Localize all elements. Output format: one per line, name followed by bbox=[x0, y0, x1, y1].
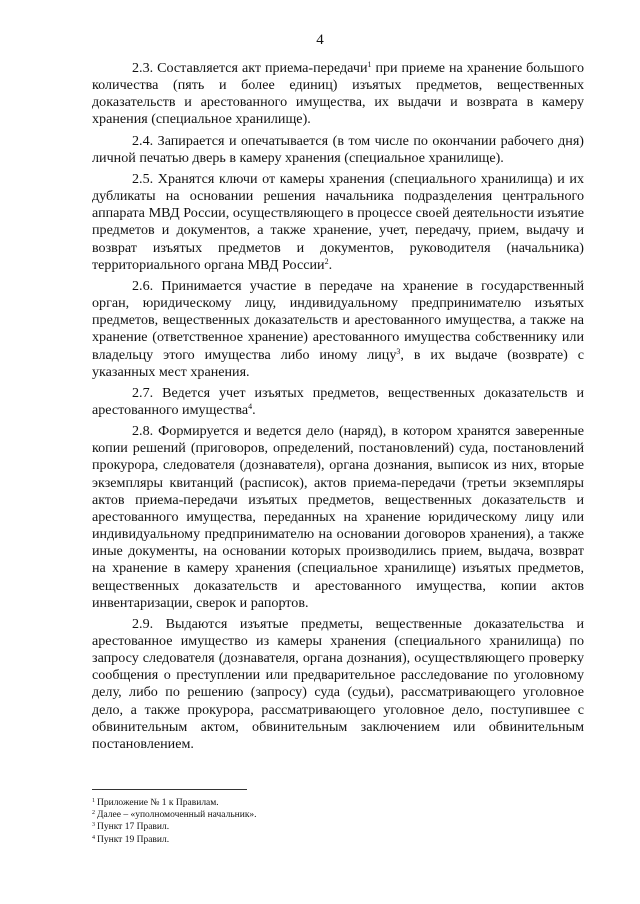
paragraph-text: . bbox=[328, 256, 333, 273]
paragraph-text: . bbox=[252, 401, 256, 418]
page-number: 4 bbox=[316, 32, 324, 48]
footnote-ref[interactable]: 1 bbox=[367, 60, 372, 69]
footnote-mark: 3 bbox=[92, 822, 95, 829]
paragraph-text: 2.5. Хранятся ключи от камеры хранения (специального хранилища) и их дубликаты на основании решения начальника подразделения центрального аппарата МВД России, осуществляющего в процессе своей деятельности изъятие предметов и документов, а также хранение, учет, передачу, прием, выдачу и возврат изъятых предметов и документов, руководителя (начальника) территориального органа МВД России bbox=[92, 170, 584, 273]
footnote-separator bbox=[92, 789, 247, 790]
paragraph-text: 2.7. Ведется учет изъятых предметов, вещественных доказательств и арестованного имущества bbox=[92, 384, 584, 418]
paragraph-text: 2.8. Формируется и ведется дело (наряд), в котором хранятся заверенные копии решений (приговоров, определений, постановлений) суда, постановлений прокурора, следователя (дознавателя), органа дознания, выписок из них, вторые экземпляры квитанций (расписок), актов приема-передачи (третьи экземпляры актов приема-передачи изъятых предметов, вещественных доказательств и арестованного имущества, переданных на хранение юридическому лицу или индивидуальному предпринимателю на основании договоров хранения), а также иные документы, на основании которых производились прием, выдача, возврат на хранение в камеру хранения (специальное хранилище) изъятых предметов, вещественных доказательств и арестованного имущества, копии актов инвентаризации, сверок и рапортов. bbox=[92, 423, 584, 611]
footnote-mark: 2 bbox=[92, 810, 95, 817]
footnote bbox=[92, 797, 584, 809]
footnote-text: Приложение № 1 к Правилам. bbox=[97, 798, 219, 808]
paragraph-2-8 bbox=[92, 423, 584, 612]
footnote-ref[interactable]: 3 bbox=[396, 346, 401, 356]
paragraph-text: 2.6. Принимается участие в передаче на хранение в государственный орган, юридическому лицу, индивидуальному предпринимателю изъятых предметов, вещественных доказательств и арестованного имущества, а также на хранение (ответственное хранение) арестованного имущества собственнику или владельцу этого имущества либо иному лицу bbox=[92, 277, 584, 363]
footnote-text: Далее – «уполномоченный начальник». bbox=[97, 810, 257, 821]
footnote bbox=[92, 809, 584, 821]
footnote-mark: 1 bbox=[92, 798, 95, 804]
footnote-text: Пункт 19 Правил. bbox=[97, 834, 170, 845]
paragraph-text: 2.9. Выдаются изъятые предметы, вещественные доказательства и арестованное имущество из камеры хранения (специального хранилища) по запросу следователя (дознавателя, органа дознания), осуществляющего проверку сообщения о преступлении или предварительное расследование по уголовному делу, либо по решению (запросу) суда (судьи), рассматривающего уголовное дело, а также прокурора, рассматривающего уголовное дело, поступившее с обвинительным актом, обвинительным заключением или обвинительным постановлением. bbox=[92, 615, 584, 752]
footnotes bbox=[92, 797, 584, 846]
footnote-ref[interactable]: 2 bbox=[324, 256, 329, 266]
footnote bbox=[92, 834, 584, 846]
paragraph-text: 2.3. Составляется акт приема-передачи bbox=[132, 60, 368, 76]
document-body bbox=[92, 60, 584, 753]
footnote-mark: 4 bbox=[92, 834, 95, 841]
paragraph-2-5 bbox=[92, 171, 584, 274]
footnote-ref[interactable]: 4 bbox=[248, 401, 253, 411]
paragraph-text: 2.4. Запирается и опечатывается (в том числе по окончании рабочего дня) личной печатью дверь в камеру хранения (специальное хранилище). bbox=[92, 132, 584, 166]
footnote bbox=[92, 821, 584, 833]
paragraph-2-3 bbox=[92, 60, 584, 129]
paragraph-2-4 bbox=[92, 133, 584, 167]
paragraph-2-6 bbox=[92, 278, 584, 381]
paragraph-text: при приеме на хранение большого количества (пять и более единиц) изъятых предметов, вещественных доказательств и арестованного имущества, их выдачи и возврата в камеру хранения (специальное хранилище). bbox=[92, 60, 584, 128]
footnote-text: Пункт 17 Правил. bbox=[97, 822, 170, 833]
paragraph-text: , в их выдаче (возврате) с указанных мест хранения. bbox=[92, 346, 584, 380]
paragraph-2-7 bbox=[92, 385, 584, 419]
paragraph-2-9 bbox=[92, 616, 584, 753]
